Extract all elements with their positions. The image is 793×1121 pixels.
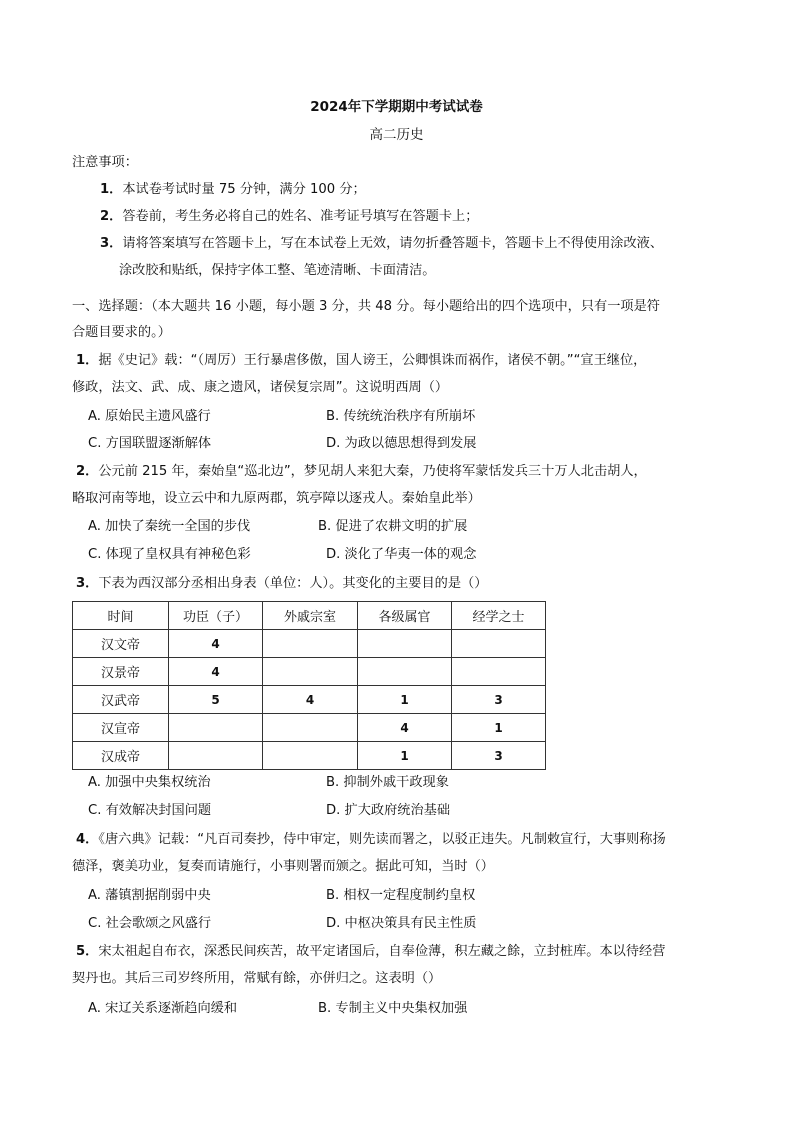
- notice-item: [100, 235, 663, 253]
- question-number: 5．: [76, 944, 99, 959]
- question-5-stem-line2: 契丹也。其后三司岁终所用，常赋有餘，亦併归之。这表明（）: [72, 971, 442, 986]
- question-text: 据《史记》载：“（周厉）王行暴虐侈傲，国人谤王，公卿惧诛而祸作，诸侯不朝。”“宣王继位，: [98, 353, 647, 368]
- question-5-stem: [76, 943, 665, 961]
- table-cell: [452, 658, 546, 686]
- question-number: 3．: [76, 576, 99, 591]
- table-cell: [263, 714, 358, 742]
- notice-heading: 注意事项：: [72, 155, 138, 170]
- table-cell: 4: [169, 658, 263, 686]
- question-2-stem: [76, 463, 647, 481]
- table-header-cell: 时间: [73, 602, 169, 630]
- table-header-cell: 外戚宗室: [263, 602, 358, 630]
- question-3-option-c[interactable]: C. 有效解决封国问题: [88, 803, 212, 818]
- exam-title: 2024年下学期期中考试试卷: [310, 99, 483, 115]
- notice-item-continuation: 涂改胶和贴纸，保持字体工整、笔迹清晰、卡面清洁。: [119, 263, 436, 278]
- question-3-option-a[interactable]: A. 加强中央集权统治: [88, 775, 211, 790]
- notice-item: [100, 181, 366, 199]
- table-cell: [263, 630, 358, 658]
- table-row: [73, 742, 546, 770]
- notice-item-number: 2．: [100, 209, 123, 224]
- question-1-stem-line2: 修政，法文、武、成、康之遗风，诸侯复宗周”。这说明西周（）: [72, 380, 449, 395]
- table-cell: 4: [263, 686, 358, 714]
- question-1-option-b[interactable]: B. 传统统治秩序有所崩坏: [326, 409, 476, 424]
- table-header-cell: 功臣（子）: [169, 602, 263, 630]
- table-cell: 4: [358, 714, 452, 742]
- notice-item-text: 答卷前，考生务必将自己的姓名、准考证号填写在答题卡上；: [122, 209, 479, 224]
- question-3-option-b[interactable]: B. 抑制外戚干政现象: [326, 775, 449, 790]
- table-cell: 5: [169, 686, 263, 714]
- question-text: 下表为西汉部分丞相出身表（单位：人）。其变化的主要目的是（）: [98, 576, 488, 591]
- table-cell: [263, 742, 358, 770]
- question-number: 1．: [76, 353, 99, 368]
- question-2-option-d[interactable]: D. 淡化了华夷一体的观念: [326, 547, 477, 562]
- notice-item-number: 1．: [100, 182, 123, 197]
- question-3-stem: [76, 575, 487, 593]
- table-cell: 4: [169, 630, 263, 658]
- exam-subject: 高二历史: [369, 127, 424, 143]
- question-4-stem: [76, 831, 666, 849]
- question-text: 公元前 215 年，秦始皇“巡北边”，梦见胡人来犯大秦，乃使将军蒙恬发兵三十万人北击胡人，: [98, 464, 647, 479]
- table-cell: [263, 658, 358, 686]
- notice-item: [100, 208, 478, 226]
- chancellor-origin-table: [72, 601, 546, 770]
- question-1-option-a[interactable]: A. 原始民主遗风盛行: [88, 409, 211, 424]
- question-4-option-b[interactable]: B. 相权一定程度制约皇权: [326, 888, 476, 903]
- question-1-option-d[interactable]: D. 为政以德思想得到发展: [326, 436, 477, 451]
- table-row: [73, 630, 546, 658]
- table-cell: [452, 630, 546, 658]
- section-heading-line2: 合题目要求的。）: [72, 325, 171, 340]
- table-cell: 1: [358, 686, 452, 714]
- question-4-stem-line2: 德泽，褒美功业，复奏而请施行，小事则署而颁之。据此可知，当时（）: [72, 859, 494, 874]
- question-2-option-b[interactable]: B. 促进了农耕文明的扩展: [318, 519, 468, 534]
- question-number: 4．: [76, 832, 99, 847]
- table-cell: 汉文帝: [73, 630, 169, 658]
- table-cell: 汉成帝: [73, 742, 169, 770]
- question-text: 宋太祖起自布衣，深悉民间疾苦，故平定诸国后，自奉俭薄，积左藏之餘，立封桩库。本以待经营: [98, 944, 666, 959]
- table-cell: [169, 714, 263, 742]
- table-cell: [358, 630, 452, 658]
- table-row: [73, 686, 546, 714]
- question-1-option-c[interactable]: C. 方国联盟逐渐解体: [88, 436, 212, 451]
- table-header-cell: 经学之士: [452, 602, 546, 630]
- table-cell: 3: [452, 686, 546, 714]
- question-4-option-d[interactable]: D. 中枢决策具有民主性质: [326, 916, 477, 931]
- table-cell: 汉景帝: [73, 658, 169, 686]
- table-cell: [358, 658, 452, 686]
- notice-item-text: 请将答案填写在答题卡上，写在本试卷上无效，请勿折叠答题卡，答题卡上不得使用涂改液、: [122, 236, 664, 251]
- notice-item-number: 3．: [100, 236, 123, 251]
- question-number: 2．: [76, 464, 99, 479]
- table-header-row: [73, 602, 546, 630]
- table-row: [73, 658, 546, 686]
- table-cell: 1: [452, 714, 546, 742]
- table-header-cell: 各级属官: [358, 602, 452, 630]
- table-cell: [169, 742, 263, 770]
- question-4-option-a[interactable]: A. 藩镇割据削弱中央: [88, 888, 211, 903]
- notice-item-text: 本试卷考试时量 75 分钟，满分 100 分；: [122, 182, 366, 197]
- question-5-option-a[interactable]: A. 宋辽关系逐渐趋向缓和: [88, 1001, 238, 1016]
- table-cell: 汉武帝: [73, 686, 169, 714]
- table-cell: 3: [452, 742, 546, 770]
- question-2-option-c[interactable]: C. 体现了皇权具有神秘色彩: [88, 547, 251, 562]
- question-4-option-c[interactable]: C. 社会歌颂之风盛行: [88, 916, 212, 931]
- table-cell: 1: [358, 742, 452, 770]
- question-text: 《唐六典》记载：“凡百司奏抄，侍中审定，则先读而署之，以驳正违失。凡制敕宣行，大事则称扬: [98, 832, 666, 847]
- question-2-stem-line2: 略取河南等地，设立云中和九原两郡，筑亭障以逐戎人。秦始皇此举）: [72, 491, 481, 506]
- table-row: [73, 714, 546, 742]
- question-2-option-a[interactable]: A. 加快了秦统一全国的步伐: [88, 519, 251, 534]
- question-5-option-b[interactable]: B. 专制主义中央集权加强: [318, 1001, 468, 1016]
- table-cell: 汉宣帝: [73, 714, 169, 742]
- question-3-option-d[interactable]: D. 扩大政府统治基础: [326, 803, 451, 818]
- section-heading-line1: 一、选择题：（本大题共 16 小题，每小题 3 分，共 48 分。每小题给出的四个选项中，只有一项是符: [72, 299, 660, 314]
- question-1-stem: [76, 352, 646, 370]
